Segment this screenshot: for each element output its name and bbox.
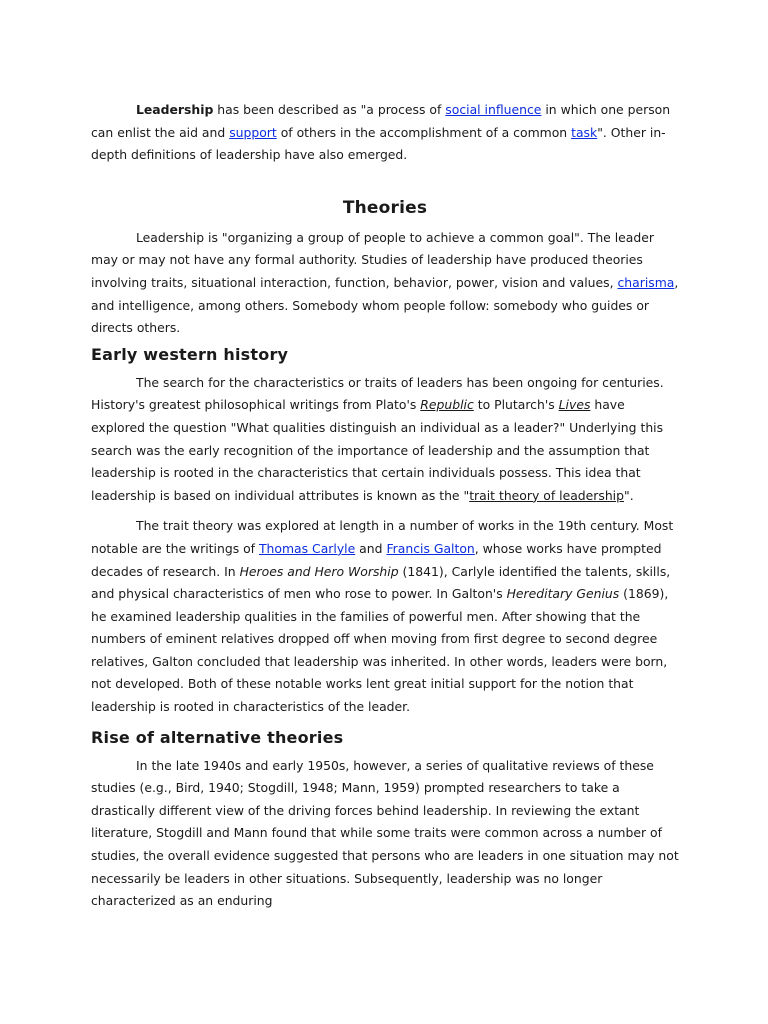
early-history-paragraph-1: The search for the characteristics or traits of leaders has been ongoing for centuries. History's greatest philosophical writings from Plato's Republic to Plutarch's Lives have explored the question "What qualities distinguish an individual as a leader?" Underlying this search was the early recognition of the importance of leadership and the assumption that leadership is rooted in the characteristics that certain individuals possess. This idea that leadership is based on individual attributes is known as the "trait theory of leadership". xyxy=(91,374,664,503)
hereditary-genius-title: Hereditary Genius xyxy=(506,586,620,602)
early-history-heading: Early western history xyxy=(91,344,289,364)
alternative-theories-heading: Rise of alternative theories xyxy=(91,727,344,747)
task-link[interactable]: task xyxy=(571,124,598,140)
early-history-paragraph-2: The trait theory was explored at length in a number of works in the 19th century. Most notable are the writings of Thomas Carlyle and Francis Galton, whose works have prompted decades of research. In Heroes and Hero Worship (1841), Carlyle identified the talents, skills, and physical characteristics of men who rose to power. In Galton's Hereditary Genius (1869), he examined leadership qualities in the families of powerful men. After showing that the numbers of eminent relatives dropped off when moving from first degree to second degree relatives, Galton concluded that leadership was inherited. In other words, leaders were born, not developed. Both of these notable works lent great initial support for the notion that leadership is rooted in characteristics of the leader. xyxy=(91,518,674,715)
intro-paragraph: Leadership has been described as "a process of social influence in which one person can enlist the aid and support of others in the accomplishment of a common task". Other in-depth definitions of leadership have also emerged. xyxy=(91,102,671,163)
thomas-carlyle-link[interactable]: Thomas Carlyle xyxy=(258,540,356,556)
leadership-term: Leadership xyxy=(136,102,214,117)
alternative-theories-paragraph: In the late 1940s and early 1950s, however, a series of qualitative reviews of these studies (e.g., Bird, 1940; Stogdill, 1948; Mann, 1959) prompted researchers to take a drastically different view of the driving forces behind leadership. In reviewing the extant literature, Stogdill and Mann found that while some traits were common across a number of studies, the overall evidence suggested that persons who are leaders in one situation may not necessarily be leaders in other situations. Subsequently, leadership was no longer characterized as an enduring xyxy=(91,757,679,909)
republic-title: Republic xyxy=(420,397,474,413)
francis-galton-link[interactable]: Francis Galton xyxy=(386,540,475,556)
document-page xyxy=(91,99,679,913)
theories-heading: Theories xyxy=(342,197,428,218)
theories-paragraph: Leadership is "organizing a group of people to achieve a common goal". The leader may or may not have any formal authority. Studies of leadership have produced theories involving traits, situational interaction, function, behavior, power, vision and values, charisma, and intelligence, among others. Somebody whom people follow: somebody who guides or directs others. xyxy=(91,229,679,336)
charisma-link[interactable]: charisma xyxy=(617,274,675,290)
social-influence-link[interactable]: social influence xyxy=(445,102,542,117)
lives-title: Lives xyxy=(558,397,591,413)
heroes-title: Heroes and Hero Worship xyxy=(239,563,399,579)
trait-theory-term: trait theory of leadership xyxy=(469,487,624,503)
support-link[interactable]: support xyxy=(229,124,277,140)
